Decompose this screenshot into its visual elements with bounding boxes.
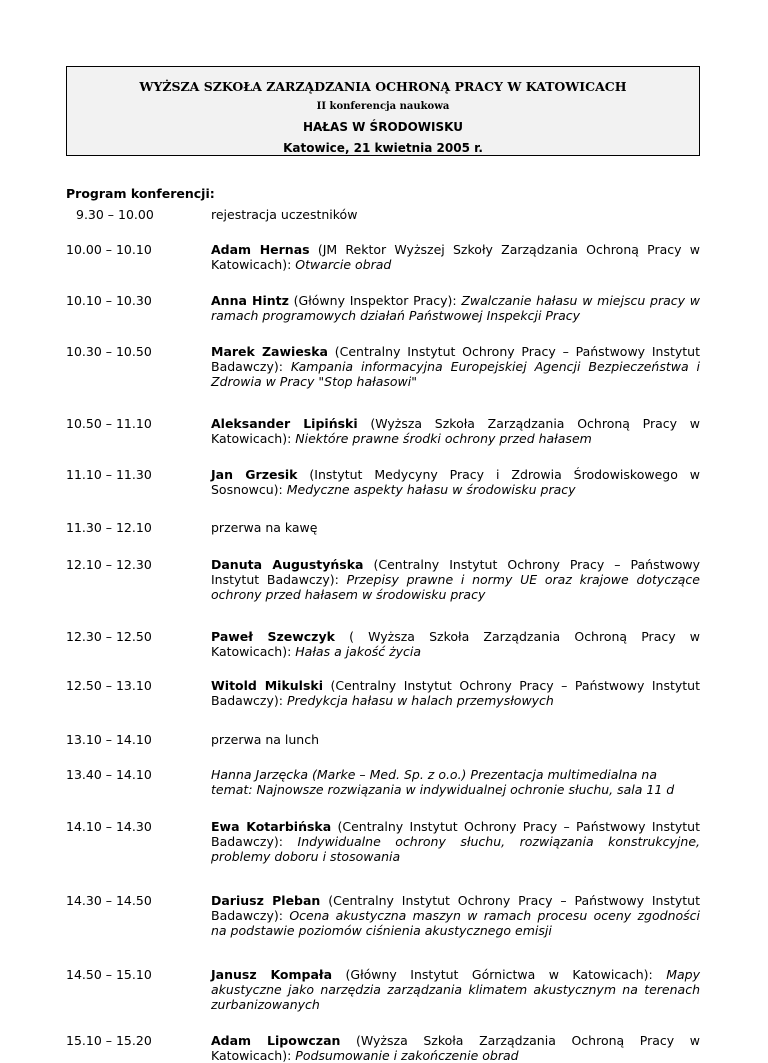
speaker-affiliation: ( Wyższa Szkoła Zarządzania Ochroną Pracy w Katowicach): bbox=[211, 629, 700, 659]
schedule-row bbox=[66, 242, 700, 272]
speaker-name: Witold Mikulski bbox=[211, 678, 323, 693]
schedule-text: rejestracja uczestników bbox=[211, 207, 358, 222]
schedule-content bbox=[211, 416, 700, 446]
schedule-content bbox=[211, 819, 700, 864]
schedule-row bbox=[66, 629, 700, 659]
talk-topic: Kampania informacyjna Europejskiej Agencji Bezpieczeństwa i Zdrowia w Pracy "Stop hałasowi" bbox=[211, 359, 700, 389]
schedule-time: 10.00 – 10.10 bbox=[66, 242, 152, 257]
schedule-content bbox=[211, 242, 700, 272]
schedule-time: 12.30 – 12.50 bbox=[66, 629, 152, 644]
talk-topic: Niektóre prawne środki ochrony przed hałasem bbox=[295, 431, 592, 446]
schedule-content bbox=[211, 967, 700, 1012]
speaker-affiliation: (Centralny Instytut Ochrony Pracy – Państwowy Instytut Badawczy): bbox=[211, 678, 700, 708]
schedule-content bbox=[211, 467, 700, 497]
schedule-content bbox=[211, 629, 700, 659]
speaker-name: Paweł Szewczyk bbox=[211, 629, 335, 644]
speaker-affiliation: (Główny Inspektor Pracy): bbox=[288, 293, 462, 308]
speaker-name: Anna Hintz bbox=[211, 293, 289, 308]
schedule-time: 12.10 – 12.30 bbox=[66, 557, 152, 572]
speaker-name: Adam Hernas bbox=[211, 242, 310, 257]
schedule-row bbox=[66, 819, 700, 864]
schedule-row bbox=[66, 1033, 700, 1063]
talk-topic: Otwarcie obrad bbox=[295, 257, 392, 272]
schedule-text: przerwa na lunch bbox=[211, 732, 319, 747]
speaker-name: Jan Grzesik bbox=[211, 467, 298, 482]
talk-topic: Medyczne aspekty hałasu w środowisku pracy bbox=[286, 482, 576, 497]
speaker-name: Danuta Augustyńska bbox=[211, 557, 364, 572]
schedule-time: 11.30 – 12.10 bbox=[66, 520, 152, 535]
speaker-name: Janusz Kompała bbox=[211, 967, 333, 982]
schedule-text: przerwa na kawę bbox=[211, 520, 318, 535]
schedule-row bbox=[66, 732, 700, 747]
speaker-name: Ewa Kotarbińska bbox=[211, 819, 332, 834]
schedule-time: 14.50 – 15.10 bbox=[66, 967, 152, 982]
header-box bbox=[66, 66, 700, 156]
speaker-affiliation: (Wyższa Szkoła Zarządzania Ochroną Pracy w Katowicach): bbox=[211, 1033, 700, 1063]
talk-topic: Podsumowanie i zakończenie obrad bbox=[295, 1048, 519, 1063]
talk-topic: Hałas a jakość życia bbox=[295, 644, 422, 659]
schedule-time: 13.10 – 14.10 bbox=[66, 732, 152, 747]
speaker-affiliation: (Wyższa Szkoła Zarządzania Ochroną Pracy w Katowicach): bbox=[211, 416, 700, 446]
schedule-row bbox=[66, 293, 700, 323]
schedule-row bbox=[66, 467, 700, 497]
schedule-time: 10.10 – 10.30 bbox=[66, 293, 152, 308]
schedule-topic: Hanna Jarzęcka (Marke – Med. Sp. z o.o.) Prezentacja multimedialna na temat: Najnowsze rozwiązania w indywidualnej ochronie słuchu, sala 11 d bbox=[211, 767, 675, 797]
speaker-affiliation: (Instytut Medycyny Pracy i Zdrowia Środowiskowego w Sosnowcu): bbox=[211, 467, 700, 497]
speaker-name: Adam Lipowczan bbox=[211, 1033, 341, 1048]
schedule-time: 13.40 – 14.10 bbox=[66, 767, 152, 782]
speaker-affiliation: (Centralny Instytut Ochrony Pracy – Państwowy Instytut Badawczy): bbox=[211, 893, 700, 923]
schedule-row bbox=[66, 893, 700, 938]
schedule-row bbox=[66, 520, 700, 535]
speaker-affiliation: (Główny Instytut Górnictwa w Katowicach): bbox=[332, 967, 667, 982]
schedule-time: 14.10 – 14.30 bbox=[66, 819, 152, 834]
speaker-name: Marek Zawieska bbox=[211, 344, 328, 359]
schedule-row bbox=[66, 767, 700, 797]
schedule-content bbox=[211, 520, 700, 535]
speaker-affiliation: (Centralny Instytut Ochrony Pracy – Państwowy Instytut Badawczy): bbox=[211, 344, 700, 374]
conference-title: HAŁAS W ŚRODOWISKU bbox=[303, 120, 463, 134]
schedule-time: 12.50 – 13.10 bbox=[66, 678, 152, 693]
schedule-time: 15.10 – 15.20 bbox=[66, 1033, 152, 1048]
talk-topic: Indywidualne ochrony słuchu, rozwiązania konstrukcyjne, problemy doboru i stosowania bbox=[211, 834, 700, 864]
schedule-time: 10.30 – 10.50 bbox=[66, 344, 152, 359]
schedule-content bbox=[211, 893, 700, 938]
schedule-content bbox=[211, 1033, 700, 1063]
talk-topic: Przepisy prawne i normy UE oraz krajowe dotyczące ochrony przed hałasem w środowisku pracy bbox=[211, 572, 700, 602]
conference-date: Katowice, 21 kwietnia 2005 r. bbox=[283, 141, 483, 155]
schedule-row bbox=[66, 344, 700, 389]
schedule-row bbox=[66, 967, 700, 1012]
schedule-content bbox=[211, 732, 700, 747]
speaker-name: Dariusz Pleban bbox=[211, 893, 321, 908]
schedule-row bbox=[66, 416, 700, 446]
schedule-row bbox=[66, 207, 700, 222]
schedule-content bbox=[211, 293, 700, 323]
schedule-content bbox=[211, 767, 700, 797]
schedule-list bbox=[66, 207, 700, 1063]
talk-topic: Ocena akustyczna maszyn w ramach procesu oceny zgodności na podstawie poziomów ciśnienia akustycznego emisji bbox=[211, 908, 700, 938]
talk-topic: Predykcja hałasu w halach przemysłowych bbox=[286, 693, 554, 708]
schedule-content bbox=[211, 678, 700, 708]
speaker-affiliation: (Centralny Instytut Ochrony Pracy – Państwowy Instytut Badawczy): bbox=[211, 557, 700, 587]
school-name: WYŻSZA SZKOŁA ZARZĄDZANIA OCHRONĄ PRACY W KATOWICACH bbox=[139, 79, 627, 94]
schedule-row bbox=[66, 557, 700, 602]
talk-topic: Zwalczanie hałasu w miejscu pracy w ramach programowych działań Państwowej Inspekcji Pracy bbox=[211, 293, 700, 323]
schedule-content bbox=[211, 207, 700, 222]
schedule-time: 9.30 – 10.00 bbox=[76, 207, 154, 222]
speaker-affiliation: (JM Rektor Wyższej Szkoły Zarządzania Ochroną Pracy w Katowicach): bbox=[211, 242, 701, 272]
program-heading: Program konferencji: bbox=[66, 186, 215, 201]
speaker-affiliation: (Centralny Instytut Ochrony Pracy – Państwowy Instytut Badawczy): bbox=[211, 819, 700, 849]
talk-topic: Mapy akustyczne jako narzędzia zarządzania klimatem akustycznym na terenach zurbanizowanych bbox=[211, 967, 700, 1012]
speaker-name: Aleksander Lipiński bbox=[211, 416, 358, 431]
schedule-time: 10.50 – 11.10 bbox=[66, 416, 152, 431]
schedule-content bbox=[211, 344, 700, 389]
schedule-row bbox=[66, 678, 700, 708]
schedule-content bbox=[211, 557, 700, 602]
schedule-time: 14.30 – 14.50 bbox=[66, 893, 152, 908]
conference-label: II konferencja naukowa bbox=[316, 101, 450, 112]
schedule-time: 11.10 – 11.30 bbox=[66, 467, 152, 482]
